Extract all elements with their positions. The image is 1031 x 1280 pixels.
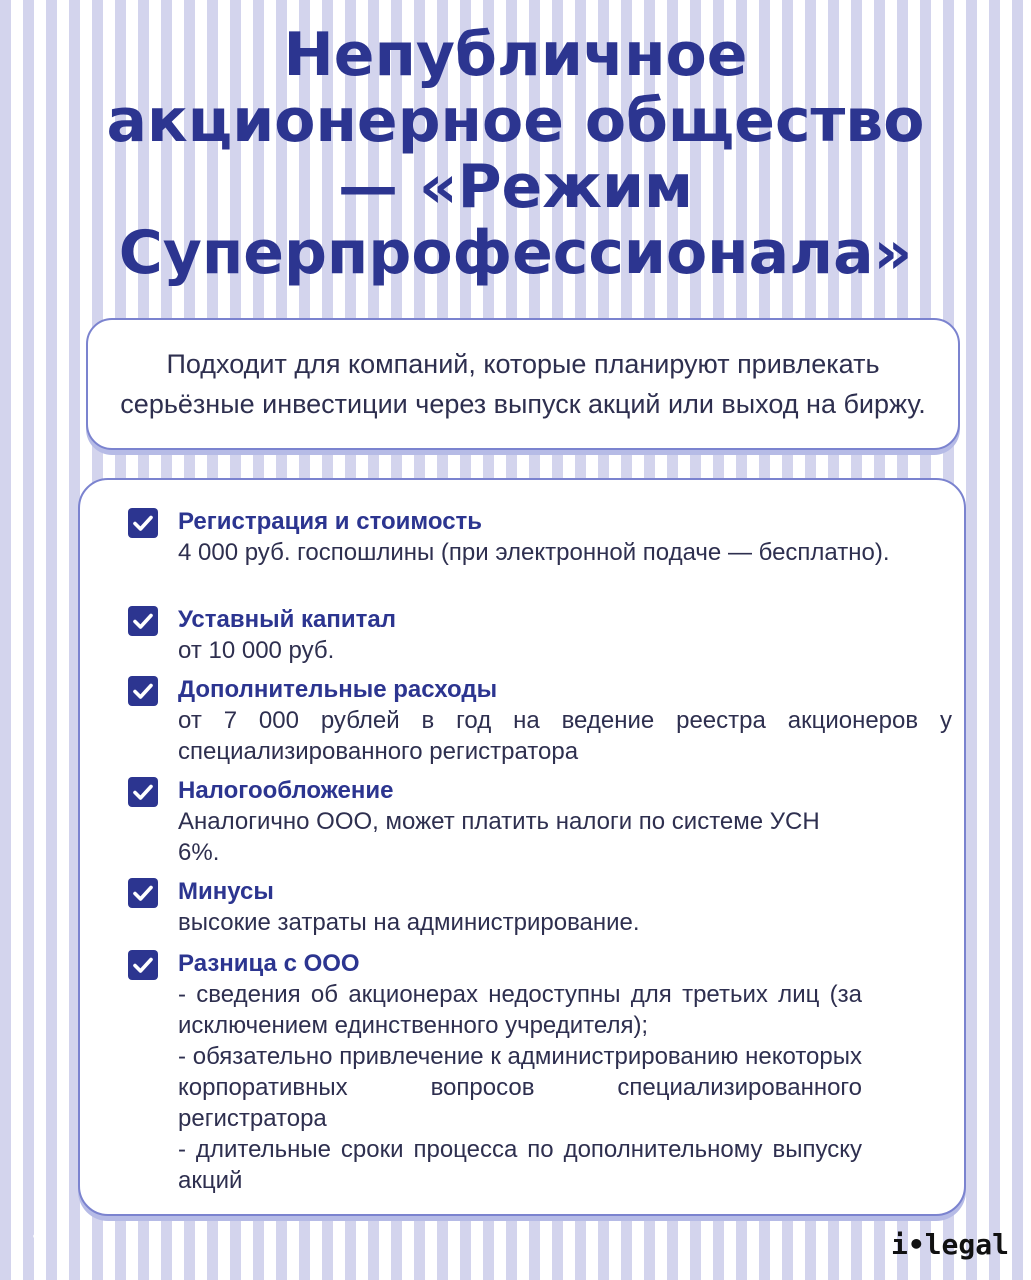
bullet-item: - обязательно привлечение к администрированию некоторых корпоративных вопросов специализированного регистратора [178, 1043, 862, 1132]
feature-text: от 7 000 рублей в год на ведение реестра акционеров у специализированного регистратора [178, 707, 952, 765]
checkbox-checked-icon [128, 777, 158, 807]
feature-text: Аналогично ООО, может платить налоги по системе УСН 6%. [178, 808, 820, 866]
bullet-item: - сведения об акционерах недоступны для третьих лиц (за исключением единственного учредителя); [178, 981, 862, 1039]
feature-bullets [178, 979, 862, 1196]
feature-text: высокие затраты на администрирование. [178, 909, 640, 936]
checkbox-checked-icon [128, 676, 158, 706]
chevron-left-icon[interactable]: ‹ [30, 1212, 46, 1258]
feature-text: 4 000 руб. госпошлины (при электронной подаче — бесплатно). [178, 539, 890, 566]
feature-title: Уставный капитал [178, 606, 396, 633]
bullet-item: - длительные сроки процесса по дополнительному выпуску акций [178, 1136, 862, 1194]
intro-box [86, 318, 960, 450]
title-line-4: Суперпрофессионала» [118, 218, 913, 288]
feature-title: Разница с ООО [178, 950, 360, 977]
checkbox-checked-icon [128, 508, 158, 538]
feature-title: Регистрация и стоимость [178, 508, 483, 535]
title-line-1: Непубличное [283, 20, 748, 90]
brand-logo: i•legal [890, 1228, 1009, 1261]
intro-text: Подходит для компаний, которые планируют привлекать серьёзные инвестиции через выпуск акций или выход на биржу. [120, 349, 926, 419]
features-card [78, 478, 966, 1216]
title-line-2: акционерное общество [106, 86, 925, 156]
title-line-3: — «Режим [337, 152, 694, 222]
page-title [0, 22, 1031, 286]
feature-title: Дополнительные расходы [178, 676, 498, 703]
checkbox-checked-icon [128, 950, 158, 980]
checkbox-checked-icon [128, 878, 158, 908]
feature-title: Налогообложение [178, 777, 394, 804]
feature-text: от 10 000 руб. [178, 637, 335, 664]
checkbox-checked-icon [128, 606, 158, 636]
feature-title: Минусы [178, 878, 274, 905]
